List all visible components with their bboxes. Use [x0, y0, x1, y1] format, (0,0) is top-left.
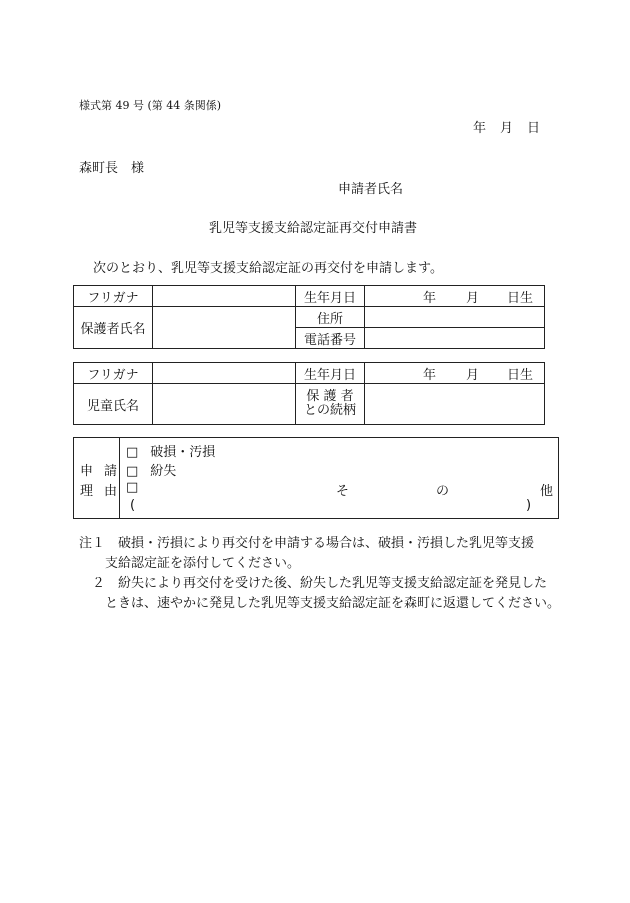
option-lost-label: 紛失 [150, 464, 177, 479]
date-year: 年 [473, 121, 487, 136]
other-paren-close: ) [526, 498, 532, 513]
date-line [473, 117, 554, 136]
note-line: 注１ 破損・汚損により再交付を申請する場合は、破損・汚損した乳児等支援 [79, 536, 535, 551]
child-table [73, 362, 545, 425]
reason-label-apply: 申請 [80, 464, 129, 479]
child-dob-day: 日生 [507, 367, 534, 383]
reason-option-lost[interactable] [126, 460, 176, 479]
note-line: ２ 紛失により再交付を受けた後、紛失した乳児等支援支給認定証を発見した [79, 576, 548, 591]
checkbox-icon[interactable]: □ [126, 445, 139, 460]
reason-option-other[interactable] [126, 480, 150, 495]
option-damaged-label: 破損・汚損 [150, 445, 216, 460]
guardian-dob-field[interactable] [365, 286, 545, 307]
applicant-name-label: 申請者氏名 [338, 182, 404, 197]
guardian-table [73, 285, 545, 349]
relation-label-line-1: 保 護 者 [306, 389, 354, 404]
guardian-dob-month: 月 [466, 290, 480, 306]
child-dob-month: 月 [466, 367, 480, 383]
checkbox-icon[interactable]: □ [126, 464, 139, 479]
relation-label-line-2: との続柄 [303, 403, 356, 418]
addressee: 森町長 様 [79, 161, 145, 176]
note-line: ときは、速やかに発見した乳児等支援支給認定証を森町に返還してください。 [79, 596, 561, 611]
relation-label [296, 384, 365, 425]
reason-option-damaged[interactable] [126, 441, 215, 460]
guardian-dob-day: 日生 [507, 290, 534, 306]
notes [79, 534, 560, 614]
document-title: 乳児等支援支給認定証再交付申請書 [209, 221, 418, 236]
child-furigana-field[interactable] [153, 363, 296, 384]
intro-text: 次のとおり、乳児等支援支給認定証の再交付を申請します。 [93, 261, 443, 276]
other-reason-field[interactable] [140, 498, 520, 514]
other-label-ta: 他 [540, 484, 554, 499]
child-dob-field[interactable] [365, 363, 545, 384]
other-label-no: の [436, 484, 450, 499]
child-furigana-label: フリガナ [74, 363, 153, 384]
date-day: 日 [527, 121, 541, 136]
guardian-phone-label: 電話番号 [296, 328, 365, 349]
child-dob-year: 年 [423, 367, 437, 383]
form-number: 様式第 49 号 (第 44 条関係) [79, 99, 222, 112]
guardian-dob-label: 生年月日 [296, 286, 365, 307]
checkbox-icon[interactable]: □ [126, 480, 139, 495]
other-label-so: そ [336, 484, 350, 499]
guardian-name-field[interactable] [153, 307, 296, 349]
child-name-field[interactable] [153, 384, 296, 425]
guardian-dob-year: 年 [423, 290, 437, 306]
guardian-phone-field[interactable] [365, 328, 545, 349]
note-line: 支給認定証を添付してください。 [79, 556, 301, 571]
reason-box [73, 437, 559, 519]
date-month: 月 [500, 121, 514, 136]
guardian-address-field[interactable] [365, 307, 545, 328]
guardian-furigana-field[interactable] [153, 286, 296, 307]
child-dob-label: 生年月日 [296, 363, 365, 384]
child-name-label: 児童氏名 [74, 384, 153, 425]
guardian-name-label: 保護者氏名 [74, 307, 153, 349]
guardian-address-label: 住所 [296, 307, 365, 328]
reason-label-reason: 理由 [80, 484, 129, 499]
guardian-furigana-label: フリガナ [74, 286, 153, 307]
relation-field[interactable] [365, 384, 545, 425]
other-paren-open: ( [130, 498, 136, 513]
